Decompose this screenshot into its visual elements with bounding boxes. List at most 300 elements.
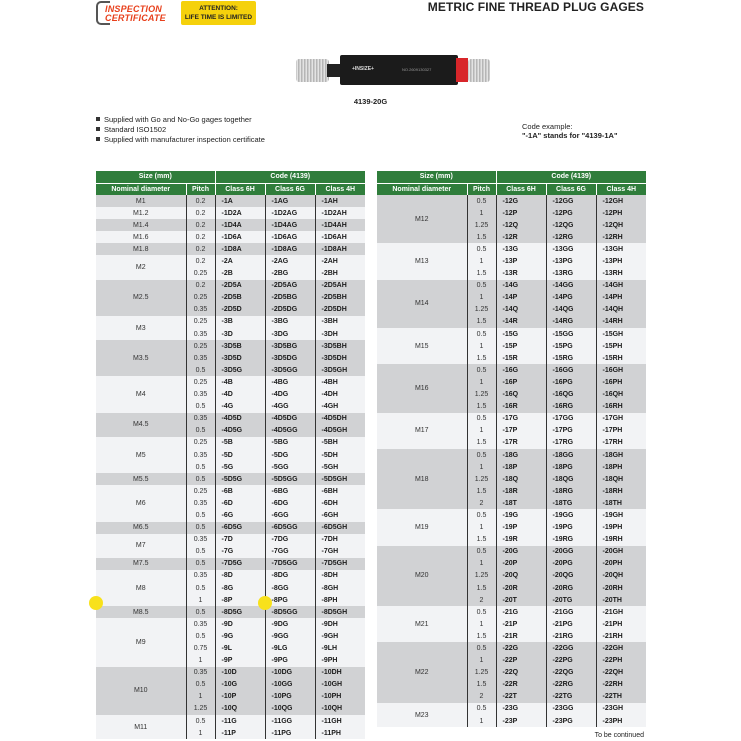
class-6h-code-cell: -3D5B — [215, 340, 265, 352]
right-gage-table — [377, 171, 646, 727]
class-6h-code-cell: -1D8A — [215, 243, 265, 255]
class-4h-code-cell: -22RH — [596, 679, 646, 691]
pitch-cell: 0.5 — [467, 546, 496, 558]
class-6h-code-cell: -18R — [496, 485, 546, 497]
class-6g-code-cell: -10GG — [265, 679, 315, 691]
class-6g-header: Class 6G — [546, 183, 596, 195]
pitch-cell: 1.25 — [467, 304, 496, 316]
pitch-cell: 0.5 — [467, 280, 496, 292]
class-4h-code-cell: -3BH — [315, 316, 365, 328]
gage-serial: NO.2609130327 — [402, 67, 432, 72]
class-4h-code-cell: -14RH — [596, 316, 646, 328]
class-6g-code-cell: -20GG — [546, 546, 596, 558]
class-6h-code-cell: -16Q — [496, 389, 546, 401]
class-6g-code-cell: -3DG — [265, 328, 315, 340]
class-6g-code-cell: -7GG — [265, 546, 315, 558]
class-4h-code-cell: -23GH — [596, 703, 646, 715]
attention-line-2: LIFE TIME IS LIMITED — [184, 14, 253, 21]
class-4h-code-cell: -2AH — [315, 255, 365, 267]
class-6g-code-cell: -3D5DG — [265, 352, 315, 364]
plug-gage-image — [296, 52, 496, 88]
class-6h-code-cell: -23G — [496, 703, 546, 715]
pitch-cell: 0.2 — [186, 243, 215, 255]
class-6h-code-cell: -2A — [215, 255, 265, 267]
class-4h-code-cell: -3D5DH — [315, 352, 365, 364]
class-6g-code-cell: -4D5DG — [265, 413, 315, 425]
logo-text-1: INSPECTION — [105, 4, 163, 14]
class-6h-code-cell: -22Q — [496, 667, 546, 679]
nominal-diameter-cell: M10 — [96, 667, 186, 715]
pitch-cell: 1.5 — [467, 582, 496, 594]
nominal-diameter-cell: M12 — [377, 195, 467, 243]
pitch-cell: 0.5 — [186, 522, 215, 534]
class-6g-code-cell: -18QG — [546, 473, 596, 485]
class-4h-code-cell: -1AH — [315, 195, 365, 207]
class-4h-code-cell: -6GH — [315, 509, 365, 521]
class-4h-header: Class 4H — [315, 183, 365, 195]
class-4h-code-cell: -6DH — [315, 497, 365, 509]
class-4h-code-cell: -10QH — [315, 703, 365, 715]
class-4h-code-cell: -1D8AH — [315, 243, 365, 255]
nominal-diameter-cell: M22 — [377, 642, 467, 702]
class-6g-code-cell: -6DG — [265, 497, 315, 509]
class-6g-code-cell: -1D4AG — [265, 219, 315, 231]
table-row — [96, 413, 365, 425]
pitch-cell: 0.5 — [186, 461, 215, 473]
class-4h-code-cell: -18GH — [596, 449, 646, 461]
pitch-cell: 0.5 — [186, 558, 215, 570]
class-6g-code-cell: -22PG — [546, 655, 596, 667]
class-6g-code-cell: -3BG — [265, 316, 315, 328]
class-4h-code-cell: -22GH — [596, 642, 646, 654]
class-6h-code-cell: -10P — [215, 691, 265, 703]
table-row — [377, 195, 646, 207]
class-6h-code-cell: -12P — [496, 207, 546, 219]
class-6h-code-cell: -11G — [215, 715, 265, 727]
pitch-cell: 0.35 — [186, 328, 215, 340]
nominal-header: Nominal diameter — [377, 183, 467, 195]
class-6g-code-cell: -22QG — [546, 667, 596, 679]
pitch-cell: 0.5 — [467, 606, 496, 618]
class-6g-code-cell: -8GG — [265, 582, 315, 594]
nominal-diameter-cell: M19 — [377, 509, 467, 545]
nominal-diameter-cell: M9 — [96, 618, 186, 666]
class-6g-code-cell: -10PG — [265, 691, 315, 703]
table-row — [377, 413, 646, 425]
class-6h-code-cell: -14Q — [496, 304, 546, 316]
class-4h-code-cell: -16QH — [596, 389, 646, 401]
pitch-cell: 1 — [186, 655, 215, 667]
table-row — [96, 219, 365, 231]
class-6h-code-cell: -3B — [215, 316, 265, 328]
class-6h-code-cell: -8D5G — [215, 606, 265, 618]
class-6h-code-cell: -17G — [496, 413, 546, 425]
nominal-diameter-cell: M14 — [377, 280, 467, 328]
class-4h-code-cell: -22PH — [596, 655, 646, 667]
class-4h-code-cell: -23PH — [596, 715, 646, 727]
class-4h-code-cell: -10GH — [315, 679, 365, 691]
pitch-cell: 0.5 — [186, 679, 215, 691]
feature-item: Standard ISO1502 — [96, 125, 265, 135]
class-4h-code-cell: -10DH — [315, 667, 365, 679]
pitch-cell: 1 — [467, 376, 496, 388]
class-4h-code-cell: -20PH — [596, 558, 646, 570]
nominal-diameter-cell: M8.5 — [96, 606, 186, 618]
class-6h-code-cell: -5D — [215, 449, 265, 461]
class-6g-code-cell: -19PG — [546, 522, 596, 534]
pitch-cell: 1 — [186, 691, 215, 703]
class-4h-code-cell: -2D5DH — [315, 304, 365, 316]
class-6h-code-cell: -2B — [215, 268, 265, 280]
class-6h-code-cell: -21G — [496, 606, 546, 618]
table-row — [377, 364, 646, 376]
class-6g-code-cell: -23PG — [546, 715, 596, 727]
class-6g-code-cell: -2BG — [265, 268, 315, 280]
pitch-cell: 1 — [467, 207, 496, 219]
pitch-cell: 0.5 — [186, 546, 215, 558]
class-4h-code-cell: -10PH — [315, 691, 365, 703]
class-4h-code-cell: -18RH — [596, 485, 646, 497]
class-6h-code-cell: -11P — [215, 727, 265, 739]
pitch-cell: 0.35 — [186, 570, 215, 582]
class-6g-code-cell: -7DG — [265, 534, 315, 546]
pitch-cell: 0.5 — [186, 715, 215, 727]
class-4h-code-cell: -15PH — [596, 340, 646, 352]
class-6g-code-cell: -5DG — [265, 449, 315, 461]
class-6g-code-cell: -5BG — [265, 437, 315, 449]
class-6h-code-cell: -7D5G — [215, 558, 265, 570]
class-6g-code-cell: -18GG — [546, 449, 596, 461]
feature-item: Supplied with Go and No-Go gages together — [96, 115, 265, 125]
pitch-cell: 0.35 — [186, 618, 215, 630]
class-6g-code-cell: -6D5GG — [265, 522, 315, 534]
pitch-cell: 0.75 — [186, 642, 215, 654]
class-6h-code-cell: -4D — [215, 389, 265, 401]
class-4h-code-cell: -19PH — [596, 522, 646, 534]
class-6h-code-cell: -5G — [215, 461, 265, 473]
class-4h-code-cell: -2D5AH — [315, 280, 365, 292]
nominal-diameter-cell: M17 — [377, 413, 467, 449]
class-6h-code-cell: -10Q — [215, 703, 265, 715]
pitch-cell: 0.5 — [467, 243, 496, 255]
class-6h-code-cell: -2D5D — [215, 304, 265, 316]
pitch-cell: 2 — [467, 691, 496, 703]
pitch-cell: 0.5 — [186, 425, 215, 437]
class-6g-code-cell: -16PG — [546, 376, 596, 388]
class-6g-code-cell: -8DG — [265, 570, 315, 582]
class-4h-code-cell: -4D5DH — [315, 413, 365, 425]
pitch-cell: 1.5 — [467, 679, 496, 691]
pitch-header: Pitch — [467, 183, 496, 195]
pitch-cell: 0.5 — [467, 449, 496, 461]
pitch-cell: 1.5 — [467, 316, 496, 328]
class-6h-code-cell: -4B — [215, 376, 265, 388]
class-4h-code-cell: -9PH — [315, 655, 365, 667]
class-4h-code-cell: -1D2AH — [315, 207, 365, 219]
table-row — [377, 546, 646, 558]
table-row — [96, 280, 365, 292]
class-4h-code-cell: -20QH — [596, 570, 646, 582]
class-6h-code-cell: -9D — [215, 618, 265, 630]
class-6g-code-cell: -5D5GG — [265, 473, 315, 485]
pitch-cell: 0.25 — [186, 485, 215, 497]
class-6h-code-cell: -22G — [496, 642, 546, 654]
class-4h-code-cell: -5BH — [315, 437, 365, 449]
feature-list — [96, 115, 265, 145]
class-4h-code-cell: -8GH — [315, 582, 365, 594]
class-6g-code-cell: -19RG — [546, 534, 596, 546]
class-6h-code-cell: -15P — [496, 340, 546, 352]
nominal-diameter-cell: M11 — [96, 715, 186, 739]
class-4h-code-cell: -12PH — [596, 207, 646, 219]
class-6g-header: Class 6G — [265, 183, 315, 195]
class-6h-code-cell: -3D5G — [215, 364, 265, 376]
class-6h-code-cell: -17R — [496, 437, 546, 449]
pitch-cell: 0.35 — [186, 304, 215, 316]
class-6g-code-cell: -11GG — [265, 715, 315, 727]
class-6h-code-cell: -1A — [215, 195, 265, 207]
model-caption: 4139-20G — [353, 97, 388, 106]
class-6g-code-cell: -21PG — [546, 618, 596, 630]
class-6g-code-cell: -18TG — [546, 497, 596, 509]
class-6g-code-cell: -15GG — [546, 328, 596, 340]
nominal-diameter-cell: M15 — [377, 328, 467, 364]
table-row — [96, 570, 365, 582]
code-example-label: Code example: — [522, 122, 573, 131]
nominal-diameter-cell: M6 — [96, 485, 186, 521]
pitch-cell: 0.35 — [186, 413, 215, 425]
header-row — [96, 171, 365, 183]
class-4h-code-cell: -20TH — [596, 594, 646, 606]
class-4h-code-cell: -20RH — [596, 582, 646, 594]
pitch-cell: 0.25 — [186, 268, 215, 280]
class-4h-code-cell: -22TH — [596, 691, 646, 703]
pitch-cell: 1 — [186, 594, 215, 606]
class-6h-code-cell: -22T — [496, 691, 546, 703]
pitch-cell: 1.25 — [467, 389, 496, 401]
class-6g-code-cell: -10DG — [265, 667, 315, 679]
code-header: Code (4139) — [496, 171, 646, 183]
pitch-cell: 0.35 — [186, 449, 215, 461]
class-4h-code-cell: -14GH — [596, 280, 646, 292]
table-row — [377, 280, 646, 292]
pitch-cell: 0.2 — [186, 207, 215, 219]
class-6g-code-cell: -2AG — [265, 255, 315, 267]
table-row — [96, 207, 365, 219]
class-6g-code-cell: -6BG — [265, 485, 315, 497]
code-example — [522, 122, 618, 140]
pitch-cell: 2 — [467, 497, 496, 509]
nominal-diameter-cell: M23 — [377, 703, 467, 727]
class-6h-code-cell: -18T — [496, 497, 546, 509]
pitch-cell: 0.2 — [186, 255, 215, 267]
class-4h-code-cell: -3D5GH — [315, 364, 365, 376]
marker-dot — [89, 596, 103, 610]
class-4h-code-cell: -17RH — [596, 437, 646, 449]
table-row — [96, 437, 365, 449]
class-6g-code-cell: -4GG — [265, 401, 315, 413]
pitch-cell: 0.25 — [186, 437, 215, 449]
pitch-cell: 1.25 — [467, 570, 496, 582]
class-4h-code-cell: -8D5GH — [315, 606, 365, 618]
class-6g-code-cell: -21RG — [546, 630, 596, 642]
class-4h-code-cell: -1D6AH — [315, 231, 365, 243]
class-6g-code-cell: -1D2AG — [265, 207, 315, 219]
class-6h-code-cell: -23P — [496, 715, 546, 727]
class-4h-code-cell: -19GH — [596, 509, 646, 521]
class-4h-code-cell: -22QH — [596, 667, 646, 679]
pitch-cell: 1.5 — [467, 268, 496, 280]
class-6h-code-cell: -20Q — [496, 570, 546, 582]
nominal-diameter-cell: M3 — [96, 316, 186, 340]
class-6g-code-cell: -14GG — [546, 280, 596, 292]
class-6h-code-cell: -12G — [496, 195, 546, 207]
pitch-cell: 0.2 — [186, 280, 215, 292]
class-6h-code-cell: -19G — [496, 509, 546, 521]
pitch-cell: 0.35 — [186, 389, 215, 401]
pitch-cell: 1.5 — [467, 231, 496, 243]
class-6g-code-cell: -16GG — [546, 364, 596, 376]
class-4h-code-cell: -17GH — [596, 413, 646, 425]
class-4h-code-cell: -15RH — [596, 352, 646, 364]
class-4h-code-cell: -5DH — [315, 449, 365, 461]
pitch-cell: 1.25 — [467, 473, 496, 485]
pitch-cell: 0.5 — [186, 606, 215, 618]
class-6h-header: Class 6H — [215, 183, 265, 195]
class-4h-code-cell: -4D5GH — [315, 425, 365, 437]
code-example-text: "-1A" stands for "4139-1A" — [522, 131, 618, 140]
pitch-cell: 0.2 — [186, 231, 215, 243]
class-6h-code-cell: -5B — [215, 437, 265, 449]
class-4h-code-cell: -11GH — [315, 715, 365, 727]
nominal-diameter-cell: M7.5 — [96, 558, 186, 570]
class-6h-code-cell: -1D2A — [215, 207, 265, 219]
class-6g-code-cell: -22RG — [546, 679, 596, 691]
class-6h-code-cell: -6D5G — [215, 522, 265, 534]
nominal-diameter-cell: M6.5 — [96, 522, 186, 534]
attention-badge — [181, 1, 256, 25]
class-6h-code-cell: -2D5A — [215, 280, 265, 292]
class-4h-code-cell: -4BH — [315, 376, 365, 388]
class-4h-code-cell: -2BH — [315, 268, 365, 280]
class-6h-code-cell: -10D — [215, 667, 265, 679]
class-6g-code-cell: -3D5GG — [265, 364, 315, 376]
class-6g-code-cell: -9GG — [265, 630, 315, 642]
class-6h-code-cell: -10G — [215, 679, 265, 691]
nominal-diameter-cell: M21 — [377, 606, 467, 642]
class-6g-code-cell: -13GG — [546, 243, 596, 255]
class-4h-code-cell: -7DH — [315, 534, 365, 546]
pitch-cell: 1.25 — [186, 703, 215, 715]
table-row — [96, 558, 365, 570]
class-6h-code-cell: -12Q — [496, 219, 546, 231]
class-4h-code-cell: -13RH — [596, 268, 646, 280]
class-6h-code-cell: -3D5D — [215, 352, 265, 364]
nominal-diameter-cell: M1.6 — [96, 231, 186, 243]
gage-brand-marking: +INSIZE+ — [352, 66, 374, 72]
class-6h-code-cell: -3D — [215, 328, 265, 340]
class-6h-code-cell: -18P — [496, 461, 546, 473]
class-6h-code-cell: -8P — [215, 594, 265, 606]
class-6h-code-cell: -7D — [215, 534, 265, 546]
nominal-diameter-cell: M3.5 — [96, 340, 186, 376]
pitch-cell: 0.5 — [186, 509, 215, 521]
table-row — [96, 340, 365, 352]
class-6g-code-cell: -13RG — [546, 268, 596, 280]
pitch-cell: 1 — [467, 340, 496, 352]
class-4h-code-cell: -3D5BH — [315, 340, 365, 352]
class-6g-code-cell: -2D5AG — [265, 280, 315, 292]
class-6h-code-cell: -18G — [496, 449, 546, 461]
class-6h-code-cell: -6G — [215, 509, 265, 521]
class-6g-code-cell: -14RG — [546, 316, 596, 328]
pitch-cell: 1 — [467, 425, 496, 437]
class-6g-code-cell: -18PG — [546, 461, 596, 473]
class-4h-code-cell: -14PH — [596, 292, 646, 304]
pitch-cell: 0.5 — [467, 509, 496, 521]
class-6h-code-cell: -2D5B — [215, 292, 265, 304]
class-6h-code-cell: -21P — [496, 618, 546, 630]
header-row — [377, 183, 646, 195]
continued-note: To be continued — [594, 732, 644, 739]
class-6g-code-cell: -2D5BG — [265, 292, 315, 304]
header-row — [377, 171, 646, 183]
pitch-header: Pitch — [186, 183, 215, 195]
class-6g-code-cell: -23GG — [546, 703, 596, 715]
class-4h-code-cell: -4GH — [315, 401, 365, 413]
pitch-cell: 1.5 — [467, 437, 496, 449]
class-6h-code-cell: -4D5D — [215, 413, 265, 425]
class-6g-code-cell: -11PG — [265, 727, 315, 739]
pitch-cell: 0.5 — [467, 364, 496, 376]
pitch-cell: 1 — [467, 522, 496, 534]
nominal-diameter-cell: M1.2 — [96, 207, 186, 219]
pitch-cell: 0.25 — [186, 376, 215, 388]
class-4h-code-cell: -9DH — [315, 618, 365, 630]
pitch-cell: 1 — [467, 655, 496, 667]
page-title: METRIC FINE THREAD PLUG GAGES — [427, 0, 644, 14]
class-6g-code-cell: -7D5GG — [265, 558, 315, 570]
class-6h-code-cell: -4D5G — [215, 425, 265, 437]
class-6h-code-cell: -8D — [215, 570, 265, 582]
class-6g-code-cell: -4D5GG — [265, 425, 315, 437]
class-4h-code-cell: -11PH — [315, 727, 365, 739]
table-row — [96, 243, 365, 255]
class-6h-code-cell: -19R — [496, 534, 546, 546]
class-6g-code-cell: -20RG — [546, 582, 596, 594]
pitch-cell: 1 — [467, 461, 496, 473]
class-6g-code-cell: -1D6AG — [265, 231, 315, 243]
class-6g-code-cell: -8D5GG — [265, 606, 315, 618]
class-6h-code-cell: -17P — [496, 425, 546, 437]
table-row — [377, 509, 646, 521]
class-6g-code-cell: -6GG — [265, 509, 315, 521]
class-6g-code-cell: -20QG — [546, 570, 596, 582]
class-6h-code-cell: -13R — [496, 268, 546, 280]
class-6g-code-cell: -9DG — [265, 618, 315, 630]
class-4h-code-cell: -21RH — [596, 630, 646, 642]
class-6g-code-cell: -4DG — [265, 389, 315, 401]
class-6g-code-cell: -20PG — [546, 558, 596, 570]
class-4h-code-cell: -2D5BH — [315, 292, 365, 304]
class-4h-code-cell: -3DH — [315, 328, 365, 340]
class-4h-code-cell: -8PH — [315, 594, 365, 606]
class-6g-code-cell: -4BG — [265, 376, 315, 388]
left-gage-table — [96, 171, 365, 739]
class-6h-code-cell: -15R — [496, 352, 546, 364]
nominal-diameter-cell: M8 — [96, 570, 186, 606]
class-4h-code-cell: -6BH — [315, 485, 365, 497]
